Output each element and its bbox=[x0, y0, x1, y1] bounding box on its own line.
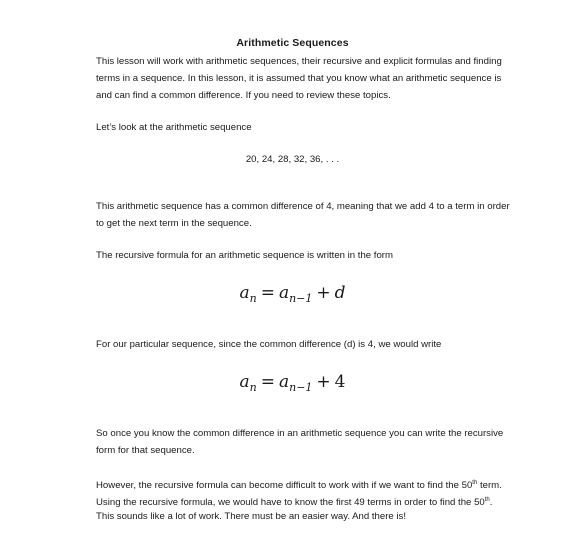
however-line-1-text: However, the recursive formula can become difficult to work with if we want to find the 50 bbox=[96, 480, 473, 491]
particular-intro-text: For our particular sequence, since the common difference (d) is 4, we would write bbox=[96, 339, 442, 350]
formula2-rhs-sub: n−1 bbox=[289, 381, 313, 394]
formula1-equals: = bbox=[260, 283, 275, 303]
intro-line-1: This lesson will work with arithmetic sequences, their recursive and explicit formulas and finding bbox=[96, 56, 502, 67]
however-line-2 bbox=[96, 494, 492, 509]
however-line-1-end: term. bbox=[477, 480, 502, 491]
formula1-lhs-var: a bbox=[239, 283, 250, 303]
difference-line-2: to get the next term in the sequence. bbox=[96, 218, 252, 229]
recursive-formula-general bbox=[0, 283, 585, 305]
however-line-2-sup: th bbox=[484, 497, 490, 503]
formula2-lhs-var: a bbox=[239, 372, 250, 392]
formula1-rhs-sub: n−1 bbox=[289, 292, 313, 305]
formula1-lhs-sub: n bbox=[249, 292, 257, 305]
intro-line-3: and can find a common difference. If you need to review these topics. bbox=[96, 90, 391, 101]
sequence-text: 20, 24, 28, 32, 36, . . . bbox=[245, 154, 340, 165]
formula1-rhs-var: a bbox=[278, 283, 290, 303]
formula2-rhs-var: a bbox=[278, 372, 290, 392]
formula2-rhs-term: 4 bbox=[334, 372, 346, 392]
so-once-line-1: So once you know the common difference in an arithmetic sequence you can write the recursive bbox=[96, 428, 504, 439]
formula2-equals: = bbox=[260, 372, 275, 392]
however-line-1-sup: th bbox=[472, 480, 478, 486]
however-line-3: This sounds like a lot of work. There must be an easier way. And there is! bbox=[96, 511, 406, 522]
however-line-1 bbox=[96, 477, 502, 492]
formula1-rhs-term: d bbox=[334, 283, 346, 303]
intro-line-2: terms in a sequence. In this lesson, it is assumed that you know what an arithmetic sequence is bbox=[96, 73, 502, 84]
formula1-plus: + bbox=[316, 283, 331, 303]
formula2-lhs-sub: n bbox=[249, 381, 257, 394]
recursive-intro-text: The recursive formula for an arithmetic sequence is written in the form bbox=[96, 250, 393, 261]
document-title: Arithmetic Sequences bbox=[236, 37, 349, 49]
so-once-line-2: form for that sequence. bbox=[96, 445, 195, 456]
difference-line-1: This arithmetic sequence has a common difference of 4, meaning that we add 4 to a term in order bbox=[96, 201, 510, 212]
formula2-plus: + bbox=[316, 372, 331, 392]
lets-look-text: Let’s look at the arithmetic sequence bbox=[96, 122, 252, 133]
however-line-2-end: . bbox=[489, 497, 493, 508]
recursive-formula-particular bbox=[0, 372, 585, 394]
however-line-2-text: Using the recursive formula, we would have to know the first 49 terms in order to find the 50 bbox=[96, 497, 485, 508]
